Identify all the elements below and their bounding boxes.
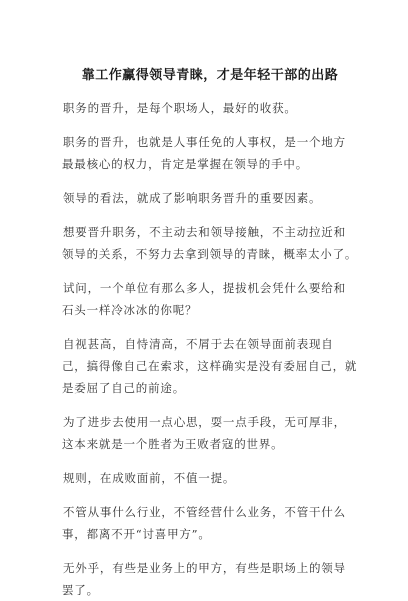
paragraph-10: 无外乎，有些是业务上的甲方，有些是职场上的领导罢了。 bbox=[62, 561, 346, 597]
paragraph-5: 试问，一个单位有那么多人，提拔机会凭什么要给和石头一样冷冰冰的你呢？ bbox=[62, 281, 346, 317]
paragraph-4: 想要晋升职务，不主动去和领导接触，不主动拉近和领导的关系，不努力去拿到领导的青睐，概率太小了。 bbox=[62, 225, 358, 261]
paragraph-9: 不管从事什么行业，不管经营什么业务，不管干什么事，都离不开“讨喜甲方”。 bbox=[62, 505, 346, 541]
paragraph-6: 自视甚高，自恃清高，不屑于去在领导面前表现自己，搞得像自己在索求，这样确实是没有委屈自己，就是委屈了自己的前途。 bbox=[62, 337, 358, 395]
paragraph-2: 职务的晋升，也就是人事任免的人事权，是一个地方最最核心的权力，肯定是掌握在领导的手中。 bbox=[62, 135, 346, 171]
paragraph-7: 为了进步去使用一点心思，耍一点手段，无可厚非，这本来就是一个胜者为王败者寇的世界。 bbox=[62, 415, 346, 451]
paragraph-8: 规则，在成败面前，不值一提。 bbox=[63, 471, 236, 485]
paragraph-1: 职务的晋升，是每个职场人，最好的收获。 bbox=[63, 101, 297, 115]
document-title: 靠工作赢得领导青睐，才是年轻干部的出路 bbox=[81, 68, 339, 83]
paragraph-3: 领导的看法，就成了影响职务晋升的重要因素。 bbox=[63, 191, 322, 205]
